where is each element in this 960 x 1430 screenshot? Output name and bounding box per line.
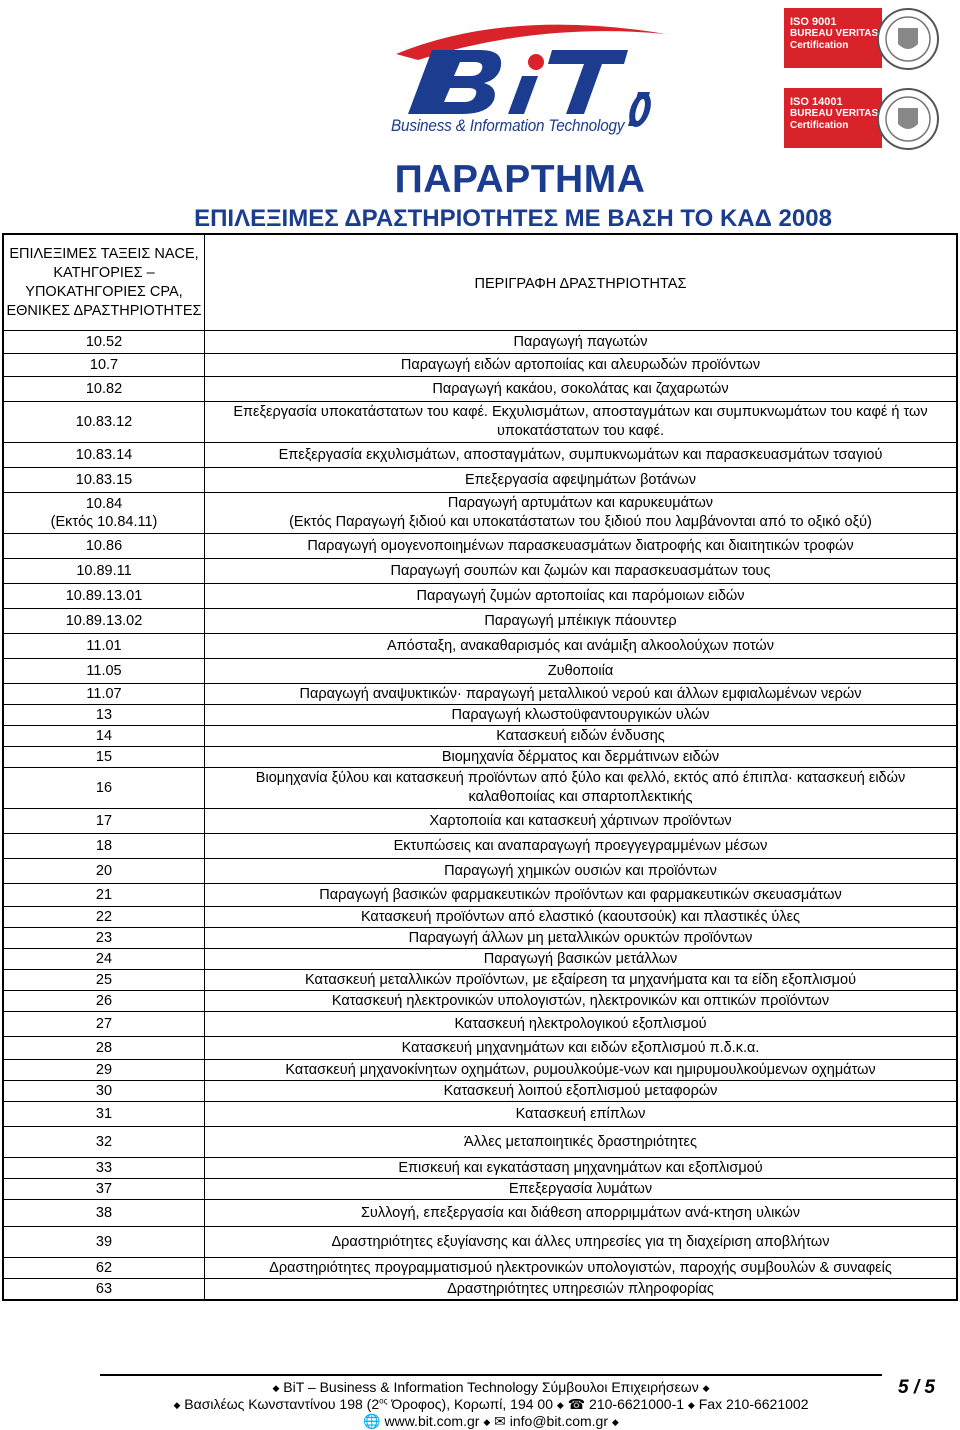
table-row bbox=[4, 1102, 956, 1127]
footer-address-line bbox=[100, 1396, 882, 1413]
activity-code: 15 bbox=[4, 747, 205, 767]
activity-description: Ζυθοποιία bbox=[547, 662, 614, 679]
phone-icon: ☎ bbox=[567, 1396, 586, 1412]
activity-description: Παραγωγή μπέικιγκ πάουντερ bbox=[484, 612, 677, 629]
table-row bbox=[4, 534, 956, 559]
cert-body: BUREAU VERITAS bbox=[790, 28, 879, 39]
activity-description: Κατασκευή μεταλλικών προϊόντων, με εξαίρεση τα μηχανήματα και τα είδη εξοπλισμού bbox=[305, 971, 856, 988]
activity-description: Επισκευή και εγκατάσταση μηχανημάτων και εξοπλισμού bbox=[398, 1159, 763, 1176]
activity-description: Παραγωγή κλωστοϋφαντουργικών υλών bbox=[451, 706, 710, 723]
table-row bbox=[4, 377, 956, 402]
activity-description: Παραγωγή άλλων μη μεταλλικών ορυκτών προϊόντων bbox=[408, 929, 753, 946]
table-row bbox=[4, 493, 956, 534]
table-row bbox=[4, 468, 956, 493]
diamond-bullet-icon: ◆ bbox=[272, 1382, 280, 1393]
table-row bbox=[4, 949, 956, 970]
table-row bbox=[4, 659, 956, 684]
diamond-bullet-icon: ◆ bbox=[556, 1399, 564, 1410]
diamond-bullet-icon: ◆ bbox=[483, 1416, 491, 1427]
activity-code: 10.83.15 bbox=[4, 468, 205, 492]
activity-description: Παραγωγή αρτυμάτων και καρυκευμάτων (Εκτός Παραγωγή ξιδιού και υποκατάστατων του ξιδιού που λαμβάνονται από το οξικό οξύ) bbox=[289, 495, 872, 530]
activity-description: Συλλογή, επεξεργασία και διάθεση απορριμμάτων ανά-κτηση υλικών bbox=[360, 1204, 801, 1221]
column-header-description: ΠΕΡΙΓΡΑΦΗ ΔΡΑΣΤΗΡΙΟΤΗΤΑΣ bbox=[474, 276, 687, 292]
activity-description: Παραγωγή βασικών μετάλλων bbox=[483, 950, 678, 967]
activity-code: 10.84 (Εκτός 10.84.11) bbox=[4, 493, 205, 533]
activity-code: 10.7 bbox=[4, 354, 205, 376]
table-row bbox=[4, 834, 956, 859]
table-row bbox=[4, 907, 956, 928]
activity-description: Κατασκευή μηχανοκίνητων οχημάτων, ρυμουλκούμε-νων και ημιρυμουλκούμενων οχημάτων bbox=[285, 1061, 876, 1078]
bureau-veritas-seal-icon bbox=[876, 4, 940, 74]
activity-description: Κατασκευή λοιπού εξοπλισμού μεταφορών bbox=[443, 1082, 718, 1099]
activity-description: Παραγωγή ομογενοποιημένων παρασκευασμάτων διατροφής και διαιτητικών τροφών bbox=[307, 537, 854, 554]
footer-company-line bbox=[100, 1379, 882, 1395]
table-row bbox=[4, 402, 956, 443]
activity-code: 31 bbox=[4, 1102, 205, 1126]
cert-standard: ISO 9001 bbox=[790, 16, 837, 28]
table-row bbox=[4, 1012, 956, 1037]
activity-description: Παραγωγή χημικών ουσιών και προϊόντων bbox=[444, 862, 717, 879]
activity-description: Κατασκευή προϊόντων από ελαστικό (καουτσούκ) και πλαστικές ύλες bbox=[360, 908, 801, 925]
table-row bbox=[4, 331, 956, 354]
activity-code: 25 bbox=[4, 970, 205, 990]
table-row bbox=[4, 1279, 956, 1299]
activity-description: Επεξεργασία υποκατάστατων του καφέ. Εκχυλισμάτων, αποσταγμάτων και συμπυκνωμάτων του καφέ ή των υποκατάστατων του καφέ. bbox=[233, 404, 928, 439]
table-row bbox=[4, 1258, 956, 1279]
table-row bbox=[4, 970, 956, 991]
activity-description: Παραγωγή βασικών φαρμακευτικών προϊόντων και φαρμακευτικών σκευασμάτων bbox=[319, 886, 842, 903]
footer-email-link[interactable]: info@bit.com.gr bbox=[509, 1413, 608, 1429]
diamond-bullet-icon: ◆ bbox=[173, 1399, 181, 1410]
activity-description: Επεξεργασία λυμάτων bbox=[508, 1180, 653, 1197]
table-row bbox=[4, 768, 956, 809]
activity-description: Δραστηριότητες εξυγίανσης και άλλες υπηρεσίες για τη διαχείριση αποβλήτων bbox=[331, 1233, 830, 1250]
diamond-bullet-icon: ◆ bbox=[687, 1399, 695, 1410]
activity-code: 63 bbox=[4, 1279, 205, 1299]
table-row bbox=[4, 1200, 956, 1227]
activity-code: 28 bbox=[4, 1037, 205, 1059]
activity-code: 17 bbox=[4, 809, 205, 833]
table-row bbox=[4, 928, 956, 949]
table-row bbox=[4, 1127, 956, 1158]
activity-code: 29 bbox=[4, 1060, 205, 1080]
activity-code: 62 bbox=[4, 1258, 205, 1278]
footer-contact-line bbox=[100, 1413, 882, 1430]
activity-description: Χαρτοποιία και κατασκευή χάρτινων προϊόντων bbox=[429, 812, 732, 829]
activity-code: 21 bbox=[4, 884, 205, 906]
footer-address: Βασιλέως Κωνσταντίνου 198 ($2^{o\varsigma}$ Όροφος), Κορωπί, 194 00 bbox=[184, 1396, 553, 1412]
table-row bbox=[4, 726, 956, 747]
column-header-codes: ΕΠΙΛΕΞΙΜΕΣ ΤΑΞΕΙΣ NACE, ΚΑΤΗΓΟΡΙΕΣ – ΥΠΟΚΑΤΗΓΟΡΙΕΣ CPA, ΕΘΝΙΚΕΣ ΔΡΑΣΤΗΡΙΟΤΗΤΕΣ bbox=[4, 235, 205, 330]
table-row bbox=[4, 1060, 956, 1081]
activity-code: 14 bbox=[4, 726, 205, 746]
activity-description: Παραγωγή κακάου, σοκολάτας και ζαχαρωτών bbox=[432, 380, 729, 397]
activity-code: 37 bbox=[4, 1179, 205, 1199]
globe-icon: 🌐 bbox=[363, 1413, 381, 1429]
table-row bbox=[4, 684, 956, 705]
activity-code: 24 bbox=[4, 949, 205, 969]
activity-description: Δραστηριότητες υπηρεσιών πληροφορίας bbox=[447, 1280, 714, 1297]
activity-code: 18 bbox=[4, 834, 205, 858]
table-row bbox=[4, 1227, 956, 1258]
activity-code: 32 bbox=[4, 1127, 205, 1157]
table-row bbox=[4, 584, 956, 609]
activity-description: Κατασκευή ηλεκτρολογικού εξοπλισμού bbox=[454, 1015, 707, 1032]
activity-description: Παραγωγή ζυμών αρτοποιίας και παρόμοιων ειδών bbox=[416, 587, 745, 604]
page-number: 5 / 5 bbox=[898, 1377, 935, 1398]
table-row bbox=[4, 559, 956, 584]
diamond-bullet-icon: ◆ bbox=[702, 1382, 710, 1393]
activity-description: Κατασκευή ειδών ένδυσης bbox=[496, 727, 665, 744]
bureau-veritas-seal-icon bbox=[876, 84, 940, 154]
table-row bbox=[4, 809, 956, 834]
footer-fax: Fax 210-6621002 bbox=[698, 1396, 809, 1412]
activity-code: 10.82 bbox=[4, 377, 205, 401]
table-row bbox=[4, 991, 956, 1012]
activity-code: 30 bbox=[4, 1081, 205, 1101]
mail-icon: ✉ bbox=[494, 1413, 506, 1429]
activity-code: 20 bbox=[4, 859, 205, 883]
activity-code: 11.07 bbox=[4, 684, 205, 704]
footer-website-link[interactable]: www.bit.com.gr bbox=[384, 1413, 480, 1429]
activity-description: Παραγωγή ειδών αρτοποιίας και αλευρωδών προϊόντων bbox=[400, 356, 761, 373]
activity-code: 10.89.13.02 bbox=[4, 609, 205, 633]
footer-divider bbox=[100, 1374, 882, 1376]
logo-tagline: Business & Information Technology bbox=[391, 116, 625, 135]
footer-company: BiT – Business & Information Technology Σύμβουλοι Επιχειρήσεων bbox=[283, 1379, 699, 1395]
activity-code: 16 bbox=[4, 768, 205, 808]
activities-table bbox=[2, 233, 958, 1301]
activity-code: 10.89.13.01 bbox=[4, 584, 205, 608]
activity-code: 26 bbox=[4, 991, 205, 1011]
activity-code: 10.83.14 bbox=[4, 443, 205, 467]
cert-standard: ISO 14001 bbox=[790, 96, 843, 108]
table-body bbox=[4, 331, 956, 1299]
activity-description: Απόσταξη, ανακαθαρισμός και ανάμιξη αλκοολούχων ποτών bbox=[386, 637, 775, 654]
activity-description: Παραγωγή σουπών και ζωμών και παρασκευασμάτων τους bbox=[390, 562, 771, 579]
activity-description: Κατασκευή μηχανημάτων και ειδών εξοπλισμού π.δ.κ.α. bbox=[401, 1039, 760, 1056]
table-row bbox=[4, 609, 956, 634]
activity-code: 11.01 bbox=[4, 634, 205, 658]
activity-code: 22 bbox=[4, 907, 205, 927]
activity-description: Επεξεργασία εκχυλισμάτων, αποσταγμάτων, συμπυκνωμάτων και παρασκευασμάτων τσαγιού bbox=[278, 446, 883, 463]
activity-code: 33 bbox=[4, 1158, 205, 1178]
table-row bbox=[4, 354, 956, 377]
table-row bbox=[4, 884, 956, 907]
diamond-bullet-icon: ◆ bbox=[611, 1416, 619, 1427]
page-subtitle: ΕΠΙΛΕΞΙΜΕΣ ΔΡΑΣΤΗΡΙΟΤΗΤΕΣ ΜΕ ΒΑΣΗ ΤΟ ΚΑΔ 2008 bbox=[194, 205, 832, 232]
activity-code: 27 bbox=[4, 1012, 205, 1036]
cert-type: Certification bbox=[790, 120, 849, 131]
activity-description: Κατασκευή επίπλων bbox=[515, 1105, 646, 1122]
table-row bbox=[4, 443, 956, 468]
table-row bbox=[4, 1081, 956, 1102]
footer-phone: 210-6621000-1 bbox=[589, 1396, 685, 1412]
iso-14001-certification-badge bbox=[784, 84, 940, 154]
activity-code: 39 bbox=[4, 1227, 205, 1257]
table-header bbox=[4, 235, 956, 331]
activity-code: 10.86 bbox=[4, 534, 205, 558]
activity-description: Παραγωγή αναψυκτικών· παραγωγή μεταλλικού νερού και άλλων εμφιαλωμένων νερών bbox=[299, 685, 862, 702]
activity-description: Επεξεργασία αφεψημάτων βοτάνων bbox=[465, 471, 696, 488]
iso-9001-certification-badge bbox=[784, 4, 940, 74]
activity-code: 23 bbox=[4, 928, 205, 948]
page-title: ΠΑΡΑΡΤΗΜΑ bbox=[394, 158, 646, 201]
table-row bbox=[4, 859, 956, 884]
table-row bbox=[4, 1179, 956, 1200]
table-row bbox=[4, 1037, 956, 1060]
activity-code: 10.89.11 bbox=[4, 559, 205, 583]
activity-description: Άλλες μεταποιητικές δραστηριότητες bbox=[464, 1133, 697, 1150]
table-row bbox=[4, 1158, 956, 1179]
activity-description: Κατασκευή ηλεκτρονικών υπολογιστών, ηλεκτρονικών και οπτικών προϊόντων bbox=[331, 992, 830, 1009]
activity-description: Δραστηριότητες προγραμματισμού ηλεκτρονικών υπολογιστών, παροχής συμβουλών & συναφείς bbox=[269, 1259, 892, 1276]
activity-code: 13 bbox=[4, 705, 205, 725]
table-row bbox=[4, 705, 956, 726]
activity-description: Εκτυπώσεις και αναπαραγωγή προεγγεγραμμένων μέσων bbox=[393, 837, 768, 854]
activity-description: Βιομηχανία δέρματος και δερμάτινων ειδών bbox=[441, 748, 720, 765]
cert-type: Certification bbox=[790, 40, 849, 51]
activity-code: 10.52 bbox=[4, 331, 205, 353]
activity-code: 10.83.12 bbox=[4, 402, 205, 442]
activity-code: 38 bbox=[4, 1200, 205, 1226]
table-row bbox=[4, 747, 956, 768]
table-row bbox=[4, 634, 956, 659]
activity-description: Βιομηχανία ξύλου και κατασκευή προϊόντων από ξύλο και φελλό, εκτός από έπιπλα· κατασκευή ειδών καλαθοποιίας και σπαρτοπλεκτικής bbox=[255, 770, 906, 805]
activity-description: Παραγωγή παγωτών bbox=[513, 333, 648, 350]
cert-body: BUREAU VERITAS bbox=[790, 108, 879, 119]
activity-code: 11.05 bbox=[4, 659, 205, 683]
